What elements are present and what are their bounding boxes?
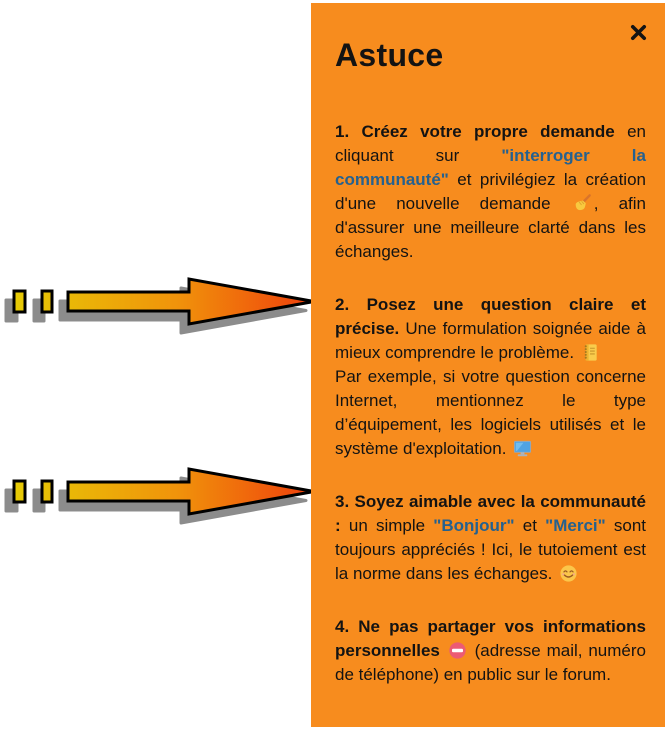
smiling-face-emoji bbox=[559, 564, 578, 583]
dashed-arrow-2 bbox=[0, 460, 320, 540]
tip-paragraph bbox=[335, 120, 646, 264]
text-segment: 1. Créez votre propre demande bbox=[335, 122, 615, 141]
text-segment: (adresse mail, numéro de téléphone) en public sur le forum. bbox=[335, 641, 646, 684]
text-segment: 4. Ne pas partager vos informations personnelles bbox=[335, 617, 646, 660]
tip-paragraph bbox=[335, 490, 646, 586]
writing-hand-emoji bbox=[573, 194, 592, 213]
astuce-panel bbox=[311, 3, 665, 727]
text-segment: et bbox=[514, 516, 546, 535]
panel-title: Astuce bbox=[335, 37, 444, 73]
text-segment: et privilégiez la création d'une nouvelle demande bbox=[335, 170, 646, 213]
tip-paragraph bbox=[335, 615, 646, 687]
text-segment: Par exemple, si votre question concerne Internet, mentionnez le type d’équipement, les logiciels utilisés et le système d'exploitation. bbox=[335, 367, 646, 458]
close-icon bbox=[630, 24, 647, 41]
notepad-emoji bbox=[581, 343, 600, 362]
dashed-arrow-1 bbox=[0, 270, 320, 350]
desktop-computer-emoji bbox=[513, 439, 532, 458]
text-segment: 3. Soyez aimable avec la communauté : bbox=[335, 492, 646, 535]
text-segment: Une formulation soignée aide à mieux comprendre le problème. bbox=[335, 319, 646, 362]
text-segment: un simple bbox=[340, 516, 434, 535]
text-segment: "Bonjour" bbox=[433, 516, 515, 535]
text-segment: , afin d'assurer une meilleure clarté dans les échanges. bbox=[335, 194, 646, 261]
tip-paragraph bbox=[335, 293, 646, 461]
text-segment: "Merci" bbox=[545, 516, 606, 535]
tips-list bbox=[335, 120, 646, 687]
text-segment: en cliquant sur bbox=[335, 122, 646, 165]
close-button[interactable] bbox=[627, 21, 650, 44]
text-segment: sont toujours appréciés ! Ici, le tutoiement est la norme dans les échanges. bbox=[335, 516, 647, 583]
no-entry-emoji bbox=[448, 641, 467, 660]
text-segment: 2. Posez une question claire et précise. bbox=[335, 295, 646, 338]
text-segment: "interroger la communauté" bbox=[335, 146, 646, 189]
